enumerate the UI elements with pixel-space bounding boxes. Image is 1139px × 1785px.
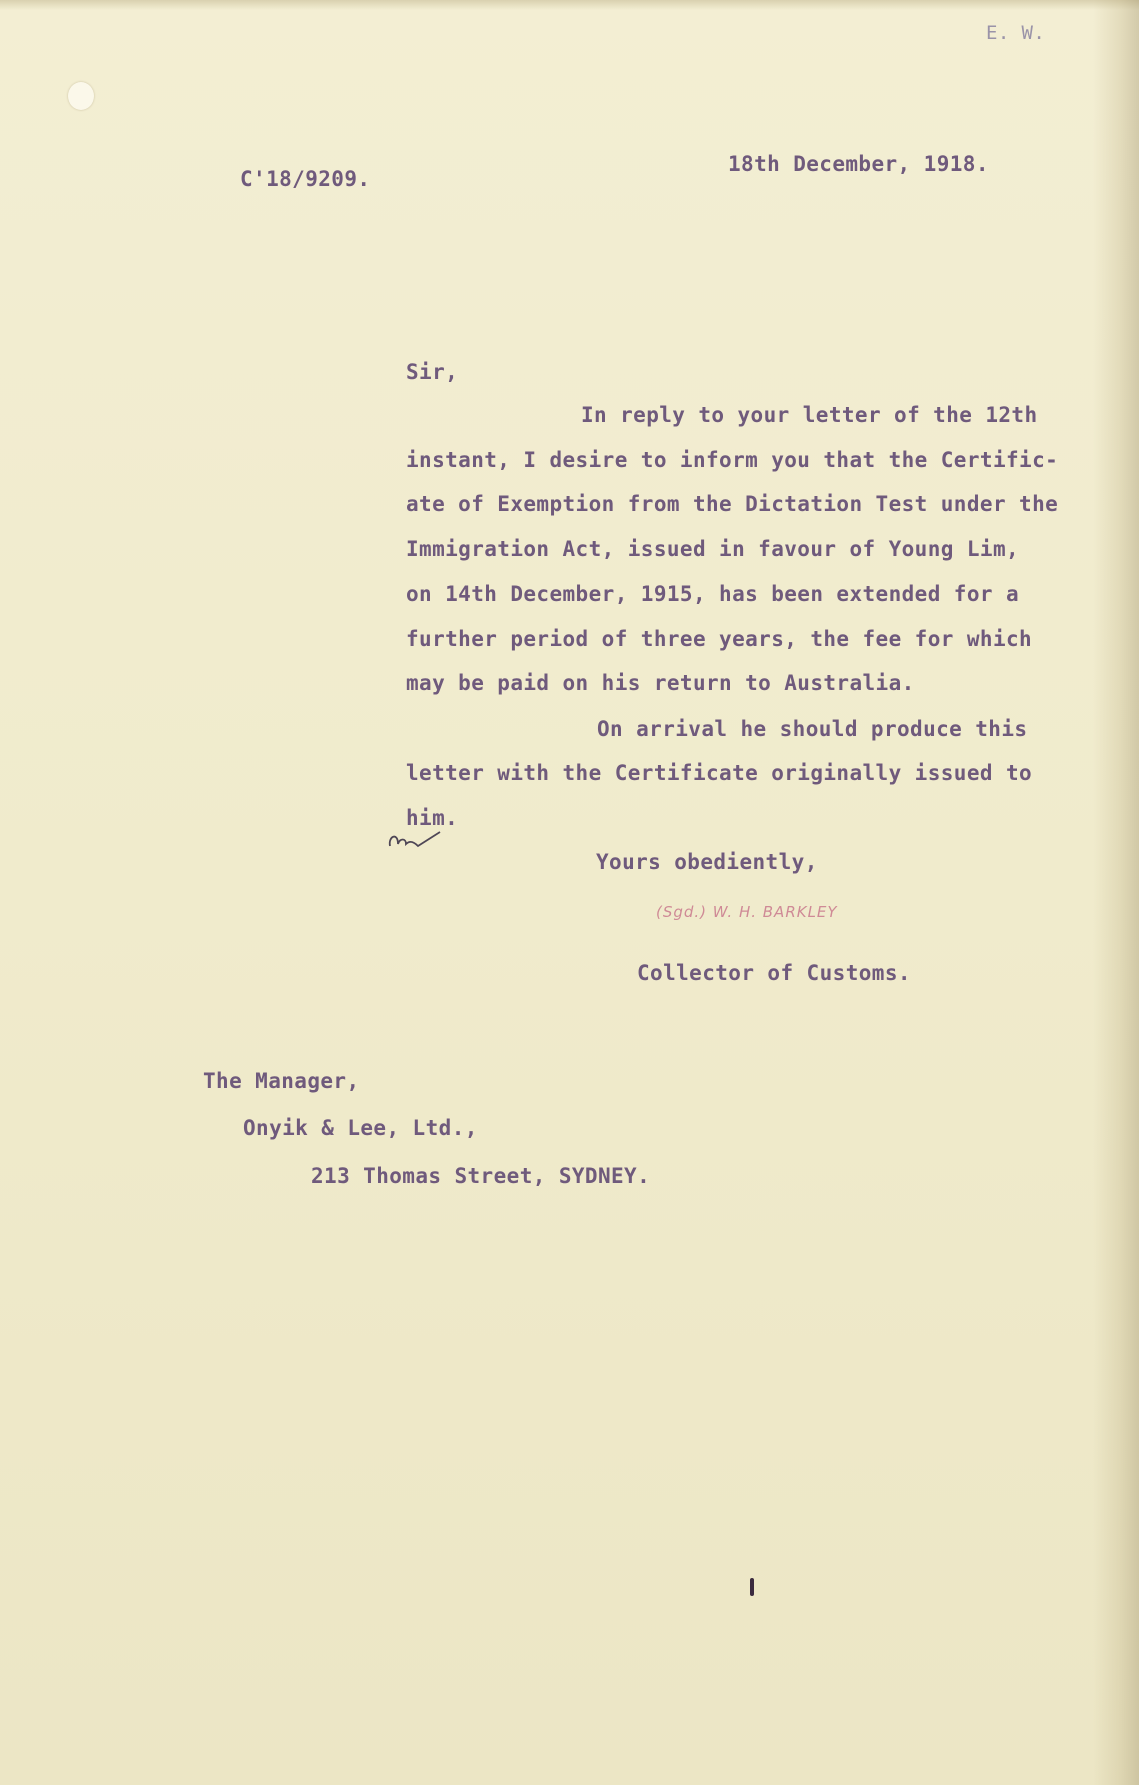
letter-date: 18th December, 1918. (728, 152, 989, 176)
body-line: him. (406, 806, 459, 830)
signatory-title: Collector of Customs. (637, 961, 911, 985)
body-line: ate of Exemption from the Dictation Test under the (406, 492, 1059, 516)
body-line: In reply to your letter of the 12th (581, 403, 1038, 427)
body-line: letter with the Certificate originally issued to (406, 761, 1033, 785)
address-line: 213 Thomas Street, SYDNEY. (311, 1164, 651, 1188)
closing: Yours obediently, (596, 850, 818, 874)
body-line: On arrival he should produce this (597, 717, 1028, 741)
page-right-edge (1093, 0, 1139, 1785)
signature-stamp: (Sgd.) W. H. BARKLEY (656, 903, 838, 921)
punch-hole (68, 82, 94, 110)
body-line: further period of three years, the fee for which (406, 627, 1033, 651)
address-line: Onyik & Lee, Ltd., (243, 1116, 478, 1140)
typist-initials: E. W. (986, 22, 1046, 44)
body-line: Immigration Act, issued in favour of Young Lim, (406, 537, 1020, 561)
page-top-edge (0, 0, 1139, 10)
file-reference: C'18/9209. (240, 167, 371, 191)
address-line: The Manager, (203, 1069, 360, 1093)
ink-mark (750, 1578, 754, 1596)
body-line: may be paid on his return to Australia. (406, 671, 915, 695)
handwritten-initials-mark (384, 824, 446, 856)
salutation: Sir, (406, 360, 459, 384)
body-line: on 14th December, 1915, has been extended for a (406, 582, 1020, 606)
body-line: instant, I desire to inform you that the Certific- (406, 448, 1059, 472)
